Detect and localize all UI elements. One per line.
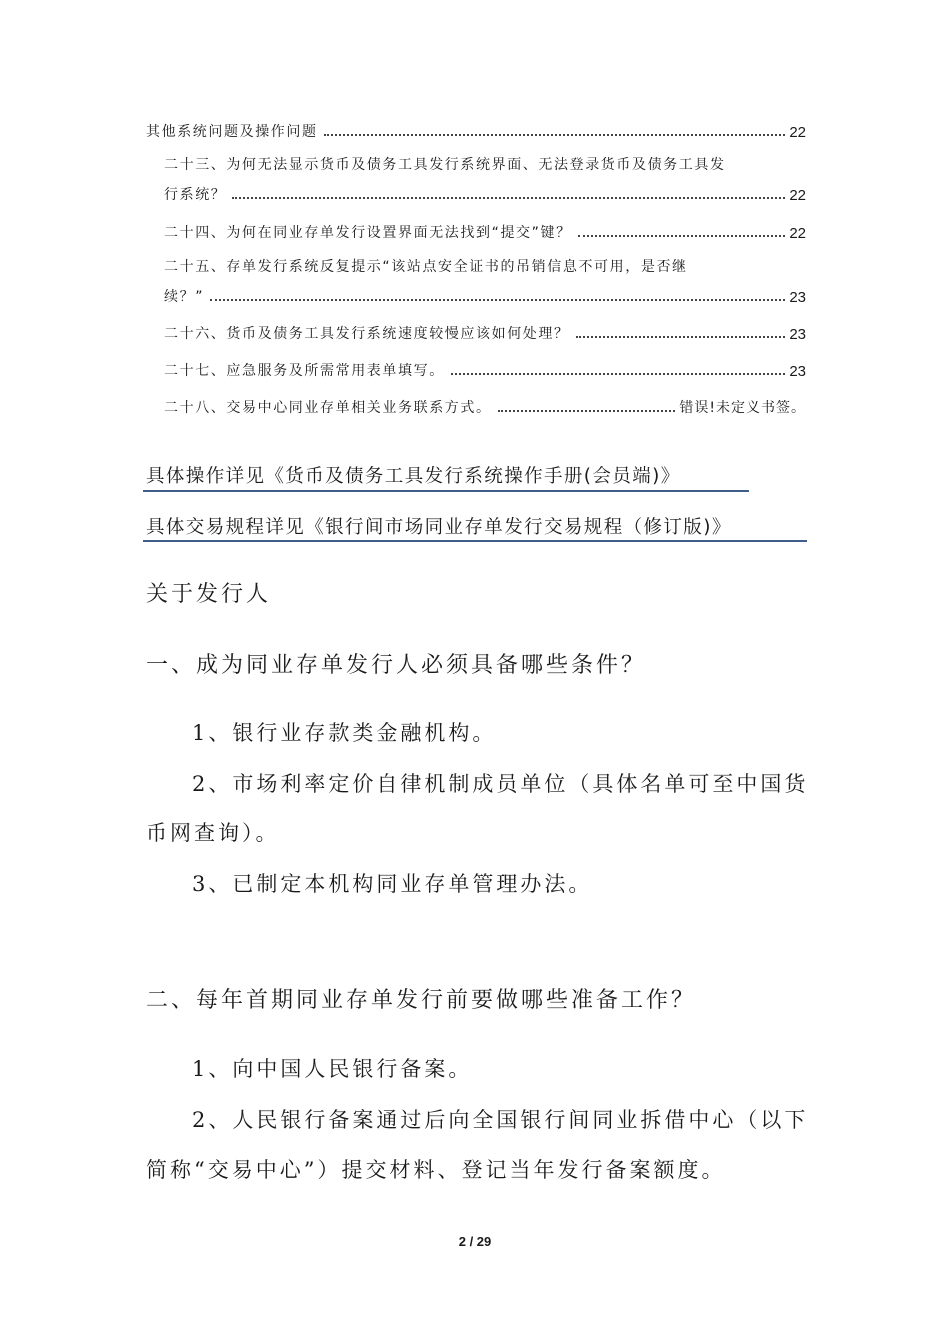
q1-item-1: 1、银行业存款类金融机构。: [192, 721, 497, 745]
toc-leader-dots: [578, 234, 786, 237]
question-2-title: 二、每年首期同业存单发行前要做哪些准备工作？: [146, 988, 697, 1013]
toc-leader-dots: [232, 196, 785, 199]
toc-entry-label-line1[interactable]: 二十五、存单发行系统反复提示“该站点安全证书的吊销信息不可用，是否继: [164, 259, 688, 275]
reference-underline: [143, 540, 807, 542]
q1-item-2-line1: 2、市场利率定价自律机制成员单位（具体名单可至中国货: [192, 772, 809, 796]
toc-leader-dots: [451, 372, 786, 375]
toc-entry[interactable]: [164, 220, 806, 242]
toc-page-number: 23: [789, 289, 806, 306]
toc-page-number: 22: [789, 225, 806, 242]
toc-leader-dots: [210, 298, 785, 301]
toc-entry[interactable]: [146, 119, 806, 141]
toc-entry-label: 二十七、应急服务及所需常用表单填写。: [164, 363, 445, 379]
toc-page-number: 22: [789, 187, 806, 204]
q1-item-2-line2: 币网查询）。: [146, 821, 280, 845]
toc-page-number: 错误!未定义书签。: [679, 400, 806, 416]
toc-leader-dots: [324, 133, 786, 136]
toc-page-number: 23: [789, 326, 806, 343]
toc-entry[interactable]: [164, 395, 806, 417]
trading-rules-reference[interactable]: 具体交易规程详见《银行间市场同业存单发行交易规程（修订版)》: [146, 517, 732, 538]
toc-entry[interactable]: [164, 182, 806, 204]
q2-item-2-line2: 简称“交易中心”）提交材料、登记当年发行备案额度。: [146, 1158, 726, 1182]
toc-entry[interactable]: [164, 284, 806, 306]
section-title: 关于发行人: [146, 582, 272, 607]
toc-page-number: 23: [789, 363, 806, 380]
toc-entry[interactable]: [164, 321, 806, 343]
q1-item-3: 3、已制定本机构同业存单管理办法。: [192, 872, 593, 896]
toc-leader-dots: [576, 335, 786, 338]
toc-entry-label: 其他系统问题及操作问题: [146, 124, 318, 140]
toc-leader-dots: [498, 409, 676, 412]
toc-entry-label: 行系统？: [164, 187, 227, 203]
toc-entry-label: 二十四、为何在同业存单发行设置界面无法找到“提交”键？: [164, 225, 572, 241]
operation-manual-reference[interactable]: 具体操作详见《货币及债务工具发行系统操作手册(会员端)》: [146, 466, 681, 487]
toc-page-number: 22: [789, 124, 806, 141]
toc-entry-label-line1[interactable]: 二十三、为何无法显示货币及债务工具发行系统界面、无法登录货币及债务工具发: [164, 157, 726, 173]
reference-underline: [143, 490, 749, 492]
q2-item-1: 1、向中国人民银行备案。: [192, 1057, 473, 1081]
q2-item-2-line1: 2、人民银行备案通过后向全国银行间同业拆借中心（以下: [192, 1108, 809, 1132]
question-1-title: 一、成为同业存单发行人必须具备哪些条件？: [146, 653, 647, 678]
toc-entry-label: 二十六、货币及债务工具发行系统速度较慢应该如何处理？: [164, 326, 570, 342]
toc-entry[interactable]: [164, 358, 806, 380]
toc-entry-label: 续？”: [164, 289, 205, 305]
page-number: 2 / 29: [458, 1234, 492, 1249]
toc-entry-label: 二十八、交易中心同业存单相关业务联系方式。: [164, 400, 492, 416]
